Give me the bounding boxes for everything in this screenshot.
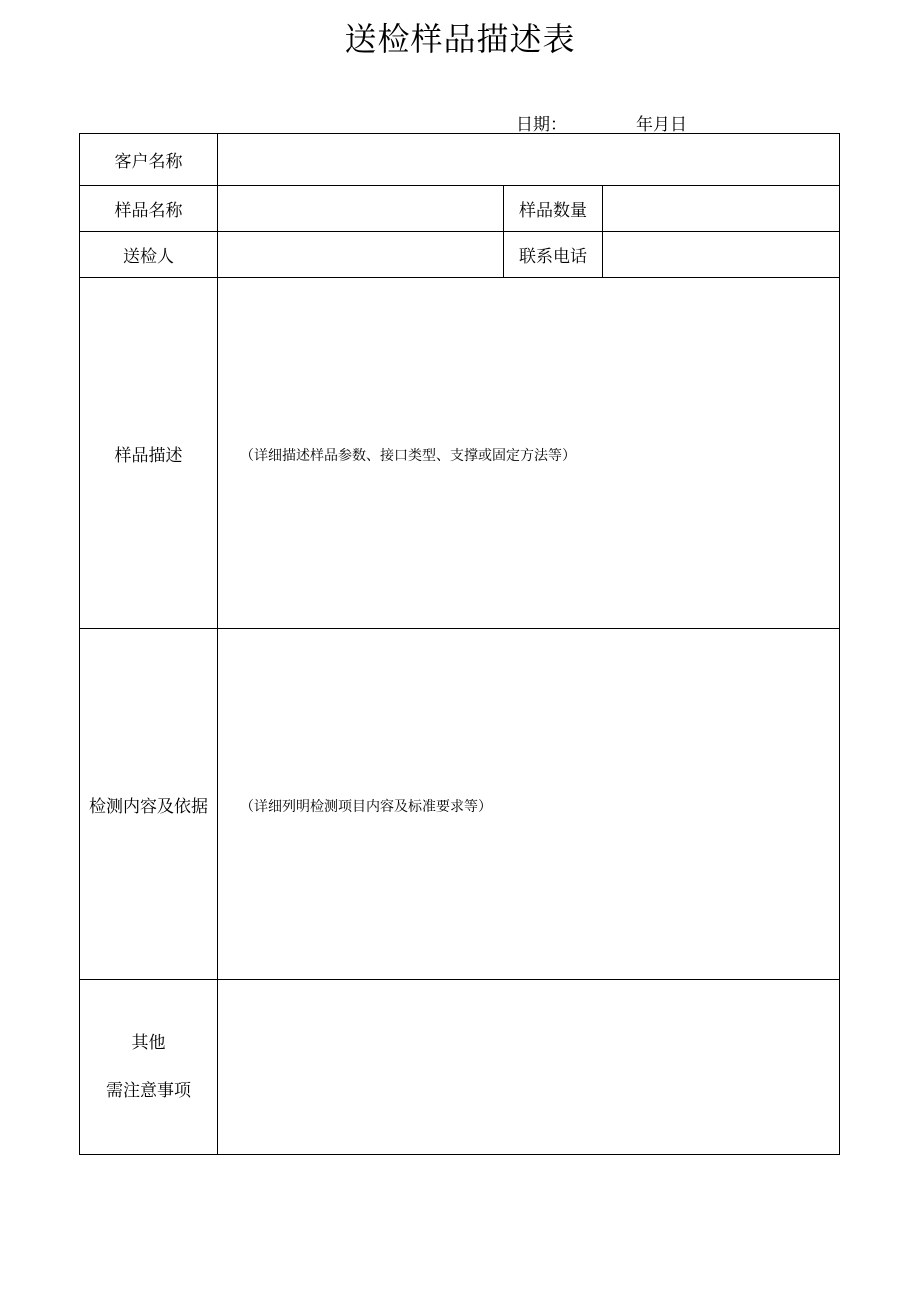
row-test-content: [80, 629, 840, 980]
row-customer-name: [80, 134, 840, 186]
sample-description-hint: （详细描述样品参数、接口类型、支撑或固定方法等）: [240, 447, 576, 464]
date-label: 日期：: [516, 115, 567, 135]
contact-phone-label: 联系电话: [504, 232, 603, 278]
submitter-label: 送检人: [80, 232, 218, 278]
test-content-hint: （详细列明检测项目内容及标准要求等）: [240, 798, 492, 815]
sample-form-table: [79, 133, 840, 1155]
other-label-line1: 其他: [131, 1032, 166, 1053]
date-units: 年月日: [636, 115, 687, 135]
sample-quantity-label: 样品数量: [504, 186, 603, 232]
sample-name-label: 样品名称: [80, 186, 218, 232]
sample-description-field[interactable]: [218, 278, 840, 629]
other-notes-label: [80, 980, 218, 1155]
row-sample-description: [80, 278, 840, 629]
sample-description-label: 样品描述: [80, 278, 218, 629]
submitter-field[interactable]: [218, 232, 504, 278]
customer-name-label: 客户名称: [80, 134, 218, 186]
sample-name-field[interactable]: [218, 186, 504, 232]
other-notes-field[interactable]: [218, 980, 840, 1155]
row-sample-name: [80, 186, 840, 232]
customer-name-field[interactable]: [218, 134, 840, 186]
other-label-line2: 需注意事项: [106, 1081, 191, 1101]
test-content-label: 检测内容及依据: [80, 629, 218, 980]
sample-quantity-field[interactable]: [603, 186, 840, 232]
test-content-field[interactable]: [218, 629, 840, 980]
contact-phone-field[interactable]: [603, 232, 840, 278]
row-submitter: [80, 232, 840, 278]
document-title: 送检样品描述表: [344, 20, 576, 58]
row-other-notes: [80, 980, 840, 1155]
